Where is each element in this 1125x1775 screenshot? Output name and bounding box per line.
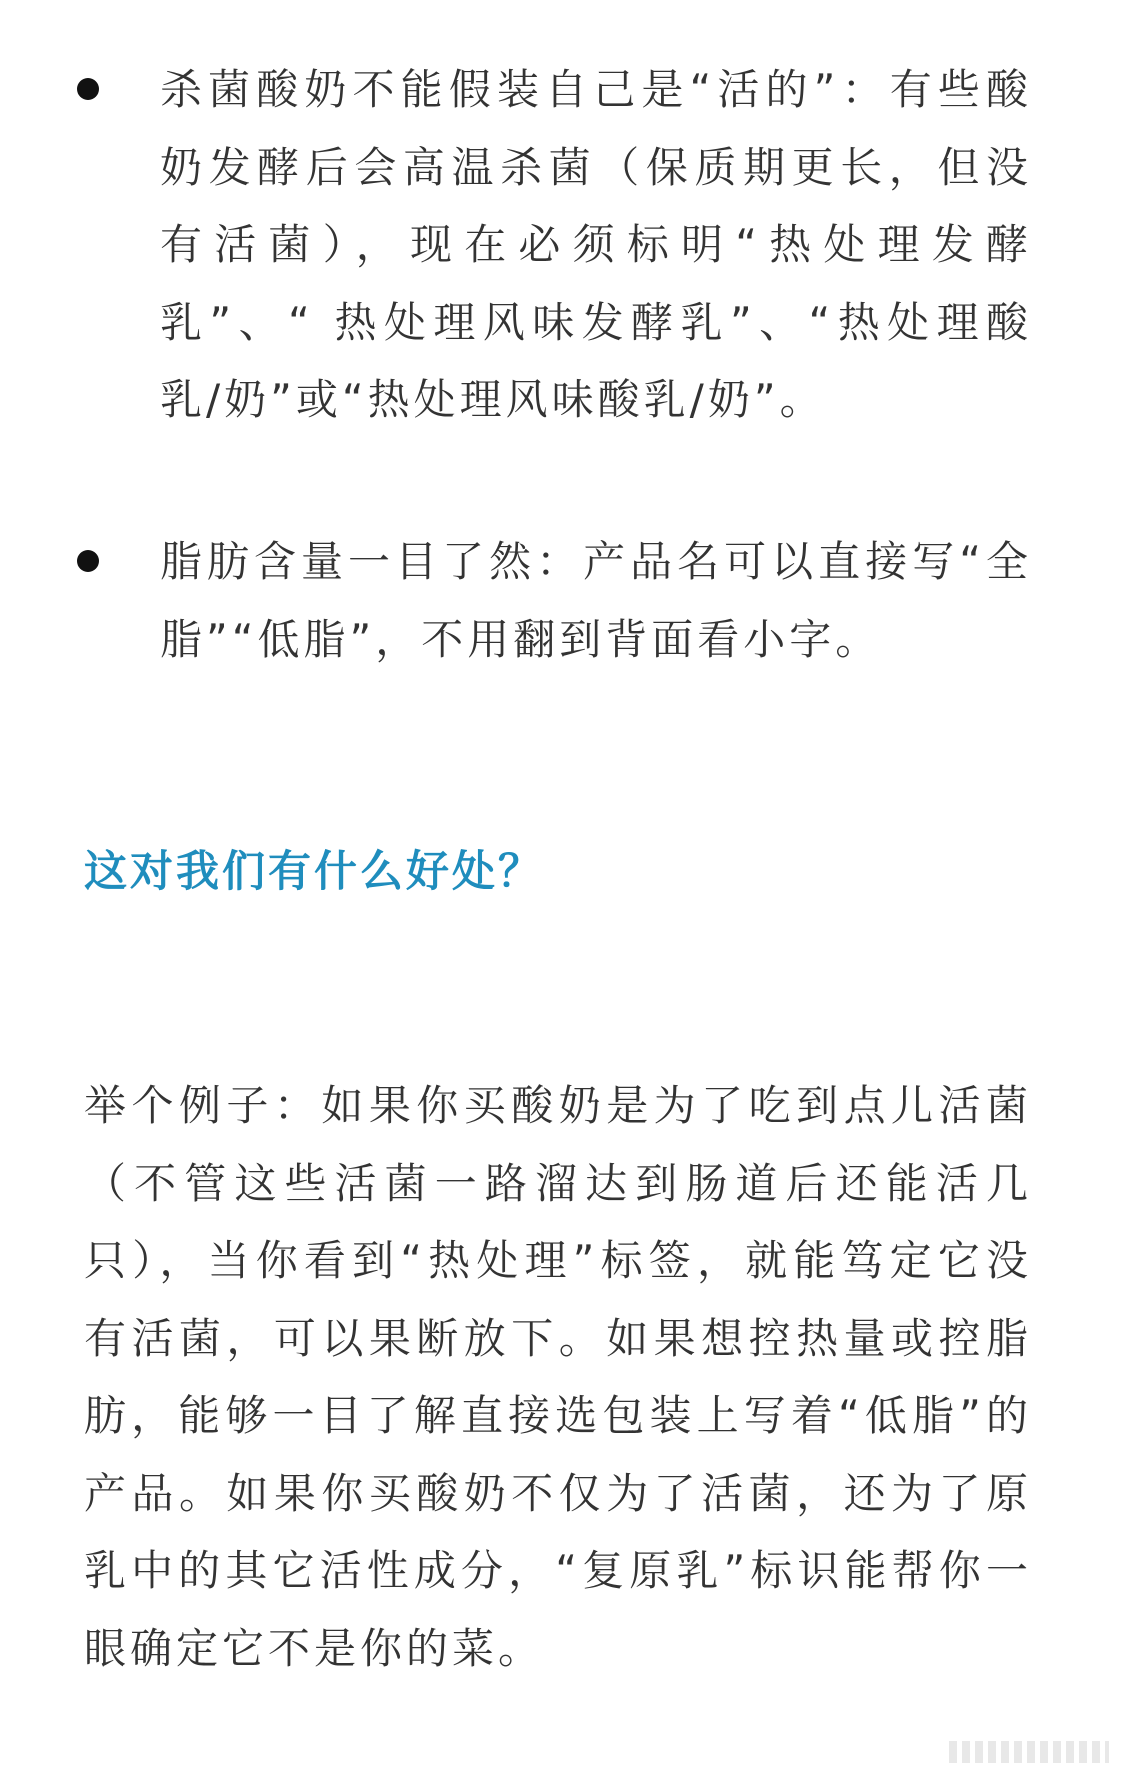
- bullet-icon: [77, 78, 99, 100]
- watermark-icon: [949, 1741, 1109, 1763]
- section-heading: 这对我们有什么好处？: [84, 847, 544, 897]
- bullet-icon: [77, 550, 99, 572]
- bullet-text: 杀菌酸奶不能假装自己是“活的”：有些酸奶发酵后会高温杀菌（保质期更长，但没有活菌），现在必须标明“热处理发酵乳”、“ 热处理风味发酵乳”、“热处理酸乳/奶”或“热处理风味酸乳/奶”。: [160, 65, 1032, 424]
- bullet-text: 脂肪含量一目了然：产品名可以直接写“全脂”“低脂”，不用翻到背面看小字。: [160, 537, 1032, 664]
- body-paragraph: 举个例子：如果你买酸奶是为了吃到点儿活菌（不管这些活菌一路溜达到肠道后还能活几只），当你看到“热处理”标签，就能笃定它没有活菌，可以果断放下。如果想控热量或控脂肪，能够一目了解直接选包装上写着“低脂”的产品。如果你买酸奶不仅为了活菌，还为了原乳中的其它活性成分，“复原乳”标识能帮你一眼确定它不是你的菜。: [84, 1081, 1032, 1673]
